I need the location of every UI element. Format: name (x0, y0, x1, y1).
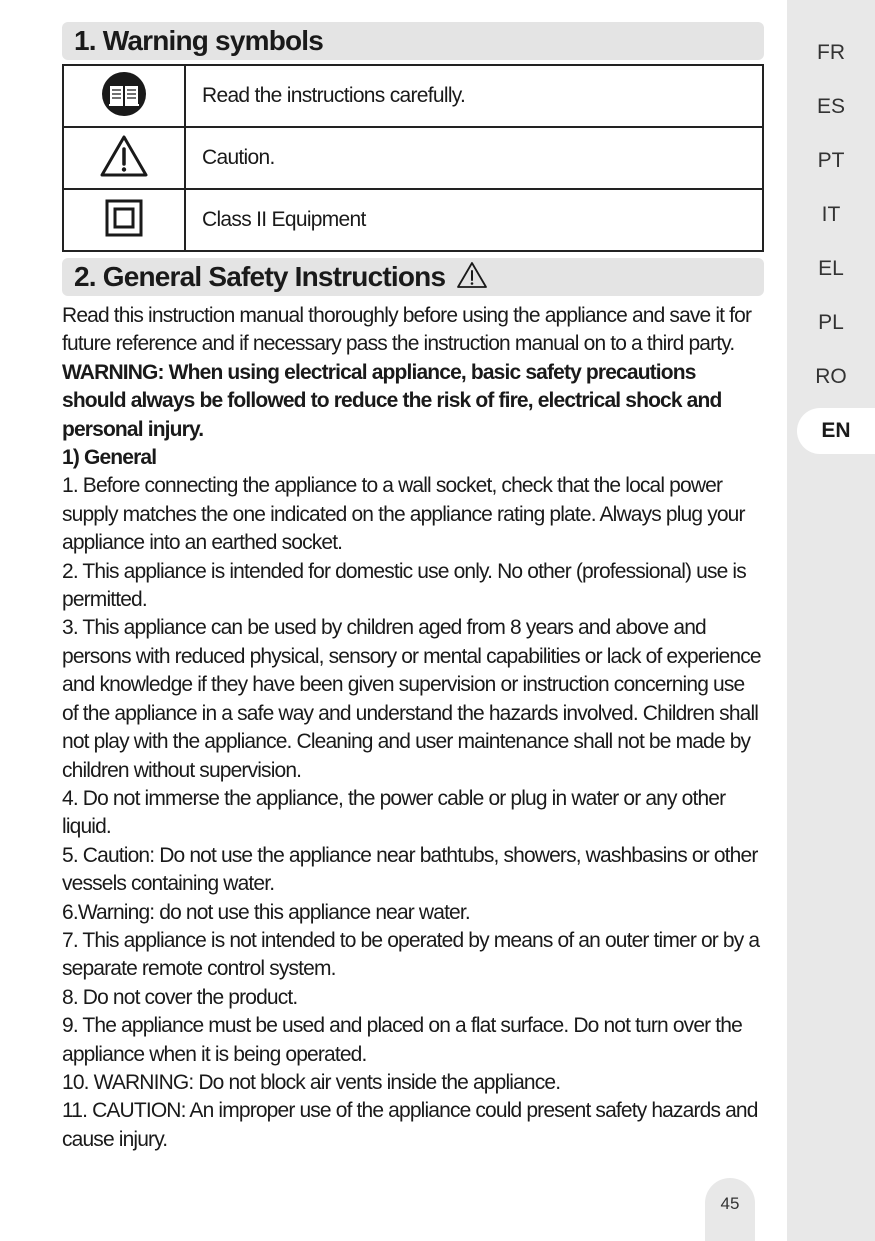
instruction-item: 1. Before connecting the appliance to a wall socket, check that the local power supply matches the one indicated on the appliance rating plate. Always plug your appliance into an earthed socket. (62, 474, 745, 555)
lang-tab-it[interactable]: IT (821, 203, 841, 226)
book-icon (101, 71, 147, 117)
language-sidebar (787, 0, 875, 1241)
instruction-item: 10. WARNING: Do not block air vents inside the appliance. (62, 1070, 561, 1094)
class-ii-square-icon (105, 199, 143, 237)
lang-tab-pt[interactable]: PT (817, 149, 845, 172)
lang-tab-el[interactable]: EL (818, 257, 844, 280)
warning-paragraph: WARNING: When using electrical appliance, basic safety precautions should always be followed to reduce the risk of fire, electrical shock and personal injury. (62, 360, 722, 441)
instruction-item: 2. This appliance is intended for domestic use only. No other (professional) use is permitted. (62, 559, 746, 612)
section-1-title-text: 1. Warning symbols (74, 25, 324, 56)
lang-tab-ro[interactable]: RO (815, 365, 847, 388)
table-row (63, 65, 763, 127)
warning-triangle-icon (456, 261, 488, 299)
page-content (62, 22, 764, 1154)
lang-tab-pl[interactable]: PL (818, 311, 844, 334)
lang-tab-en[interactable]: EN (797, 408, 875, 454)
symbol-cell (63, 65, 185, 127)
symbol-description: Read the instructions carefully. (185, 65, 763, 127)
table-row (63, 127, 763, 189)
symbol-description: Class II Equipment (185, 189, 763, 251)
section-2-title (62, 258, 764, 296)
safety-instructions-body (62, 302, 764, 1154)
page-number: 45 (705, 1178, 755, 1241)
lang-tab-es[interactable]: ES (816, 95, 845, 118)
symbol-description: Caution. (185, 127, 763, 189)
warning-symbols-table (62, 64, 764, 252)
symbol-cell (63, 189, 185, 251)
symbol-cell (63, 127, 185, 189)
instruction-item: 9. The appliance must be used and placed on a flat surface. Do not turn over the appliance when it is being operated. (62, 1014, 742, 1066)
subheading-general: 1) General (62, 446, 157, 470)
lang-tab-fr[interactable]: FR (817, 41, 845, 64)
instruction-item: 7. This appliance is not intended to be operated by means of an outer timer or by a separate remote control system. (62, 928, 760, 981)
instruction-item: 6.Warning: do not use this appliance near water. (62, 900, 470, 924)
instruction-item: 5. Caution: Do not use the appliance near bathtubs, showers, washbasins or other vessels containing water. (62, 843, 758, 896)
instruction-item: 11. CAUTION: An improper use of the appliance could present safety hazards and cause injury. (62, 1099, 758, 1151)
section-1-title (62, 22, 764, 60)
instruction-item: 8. Do not cover the product. (62, 985, 298, 1009)
instruction-item: 3. This appliance can be used by children aged from 8 years and above and persons with reduced physical, sensory or mental capabilities or lack of experience and knowledge if they have been given supervision or instruction concerning use of the appliance in a safe way and understand the hazards involved. Children shall not play with the appliance. Cleaning and user maintenance shall not be made by children without supervision. (62, 616, 761, 782)
warning-triangle-icon (99, 134, 149, 178)
section-2-title-text: 2. General Safety Instructions (74, 261, 446, 292)
instruction-item: 4. Do not immerse the appliance, the power cable or plug in water or any other liquid. (62, 786, 726, 839)
table-row (63, 189, 763, 251)
intro-paragraph: Read this instruction manual thoroughly before using the appliance and save it for future reference and if necessary pass the instruction manual on to a third party. (62, 304, 752, 356)
